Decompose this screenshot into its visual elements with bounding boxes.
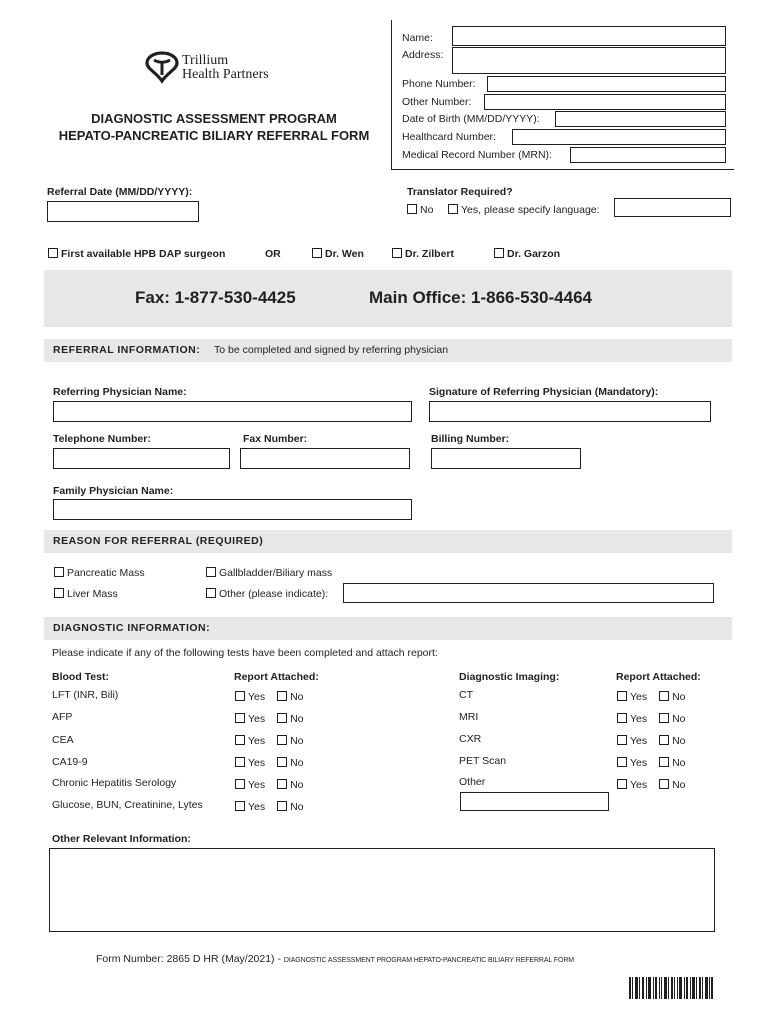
- patient-name-label: Name:: [402, 32, 433, 44]
- no-label: No: [290, 757, 304, 769]
- reason-liver-option[interactable]: [54, 588, 118, 600]
- translator-yes-label: Yes, please specify language:: [461, 204, 600, 216]
- surgeon-wen-option[interactable]: [312, 248, 364, 260]
- billing-field[interactable]: [431, 448, 581, 469]
- gallbladder-checkbox[interactable]: [206, 567, 216, 577]
- pancreatic-label: Pancreatic Mass: [67, 567, 145, 579]
- form-number: Form Number: 2865 D HR (May/2021) -: [96, 953, 281, 965]
- referral-info-title: REFERRAL INFORMATION:: [53, 344, 201, 356]
- first-available-label: First available HPB DAP surgeon: [61, 248, 226, 260]
- patient-address-label: Address:: [402, 49, 444, 61]
- reason-gallbladder-option[interactable]: [206, 567, 332, 579]
- yes-checkbox[interactable]: [617, 757, 627, 767]
- no-label: No: [290, 801, 304, 813]
- no-checkbox[interactable]: [659, 735, 669, 745]
- fax-number: Fax: 1-877-530-4425: [135, 288, 296, 307]
- logo-line-2: Health Partners: [182, 67, 269, 82]
- wen-label: Dr. Wen: [325, 248, 364, 260]
- no-checkbox[interactable]: [659, 779, 669, 789]
- patient-dob-label: Date of Birth (MM/DD/YYYY):: [402, 113, 540, 125]
- blood-test-name: LFT (INR, Bili): [52, 689, 119, 701]
- surgeon-garzon-option[interactable]: [494, 248, 560, 260]
- telephone-field[interactable]: [53, 448, 230, 469]
- imaging-test-name: PET Scan: [459, 755, 507, 767]
- blood-report-option-row: [235, 757, 304, 769]
- patient-address-field[interactable]: [452, 47, 726, 74]
- translator-no-label: No: [420, 204, 434, 216]
- yes-label: Yes: [630, 757, 648, 769]
- other-info-field[interactable]: [49, 848, 715, 932]
- translator-label: Translator Required?: [407, 186, 513, 198]
- blood-test-name: Glucose, BUN, Creatinine, Lytes: [52, 799, 203, 811]
- translator-yes-checkbox[interactable]: [448, 204, 458, 214]
- blood-report-option-row: [235, 713, 304, 725]
- yes-checkbox[interactable]: [235, 779, 245, 789]
- referral-info-note: To be completed and signed by referring physician: [214, 344, 449, 356]
- translator-no-option[interactable]: [407, 204, 433, 216]
- liver-checkbox[interactable]: [54, 588, 64, 598]
- patient-phone-field[interactable]: [487, 76, 726, 92]
- no-checkbox[interactable]: [277, 691, 287, 701]
- diagnostic-title: DIAGNOSTIC INFORMATION:: [53, 622, 211, 634]
- form-title-line-1: DIAGNOSTIC ASSESSMENT PROGRAM: [91, 111, 337, 126]
- translator-no-checkbox[interactable]: [407, 204, 417, 214]
- patient-healthcard-label: Healthcard Number:: [402, 131, 496, 143]
- gallbladder-label: Gallbladder/Biliary mass: [219, 567, 333, 579]
- yes-label: Yes: [248, 735, 266, 747]
- family-physician-label: Family Physician Name:: [53, 485, 174, 497]
- imaging-other-field[interactable]: [460, 792, 609, 811]
- no-checkbox[interactable]: [277, 779, 287, 789]
- yes-checkbox[interactable]: [617, 691, 627, 701]
- form-footer-title: DIAGNOSTIC ASSESSMENT PROGRAM HEPATO-PANCREATIC BILIARY REFERRAL FORM: [283, 957, 575, 964]
- form-footer: [96, 953, 574, 965]
- referral-date-label: Referral Date (MM/DD/YYYY):: [47, 186, 193, 198]
- garzon-label: Dr. Garzon: [507, 248, 561, 260]
- barcode: [629, 977, 713, 999]
- patient-phone-label: Phone Number:: [402, 78, 476, 90]
- yes-label: Yes: [630, 735, 648, 747]
- yes-checkbox[interactable]: [235, 801, 245, 811]
- yes-label: Yes: [630, 691, 648, 703]
- family-physician-field[interactable]: [53, 499, 412, 520]
- imaging-report-header: Report Attached:: [616, 671, 701, 683]
- telephone-label: Telephone Number:: [53, 433, 151, 445]
- yes-checkbox[interactable]: [235, 735, 245, 745]
- blood-report-option-row: [235, 735, 304, 747]
- yes-label: Yes: [248, 801, 266, 813]
- imaging-test-name: CT: [459, 689, 473, 701]
- no-label: No: [672, 713, 686, 725]
- logo: [144, 50, 304, 90]
- reason-pancreatic-option[interactable]: [54, 567, 145, 579]
- wen-checkbox[interactable]: [312, 248, 322, 258]
- imaging-report-option-row: [617, 779, 686, 791]
- imaging-report-option-row: [617, 713, 686, 725]
- diagnostic-instruction: Please indicate if any of the following tests have been completed and attach report:: [52, 647, 438, 659]
- blood-test-name: AFP: [52, 711, 73, 723]
- imaging-test-name: CXR: [459, 733, 482, 745]
- imaging-test-name: MRI: [459, 711, 479, 723]
- no-label: No: [290, 735, 304, 747]
- blood-report-option-row: [235, 779, 304, 791]
- pancreatic-checkbox[interactable]: [54, 567, 64, 577]
- fax-label: Fax Number:: [243, 433, 308, 445]
- signature-field[interactable]: [429, 401, 711, 422]
- patient-other-number-label: Other Number:: [402, 96, 472, 108]
- other-reason-checkbox[interactable]: [206, 588, 216, 598]
- yes-checkbox[interactable]: [235, 713, 245, 723]
- imaging-report-option-row: [617, 735, 686, 747]
- patient-name-field[interactable]: [452, 26, 726, 46]
- no-checkbox[interactable]: [277, 801, 287, 811]
- billing-label: Billing Number:: [431, 433, 510, 445]
- yes-label: Yes: [248, 713, 266, 725]
- barcode-icon: [629, 977, 713, 999]
- no-label: No: [290, 691, 304, 703]
- patient-other-number-field[interactable]: [484, 94, 726, 110]
- no-checkbox[interactable]: [659, 713, 669, 723]
- signature-label: Signature of Referring Physician (Mandatory):: [429, 386, 659, 398]
- patient-dob-field[interactable]: [555, 111, 726, 127]
- reason-header: [44, 530, 732, 553]
- physician-name-field[interactable]: [53, 401, 412, 422]
- diagnostic-header: [44, 617, 732, 640]
- no-label: No: [672, 779, 686, 791]
- blood-report-header: Report Attached:: [234, 671, 319, 683]
- patient-healthcard-field[interactable]: [512, 129, 726, 145]
- logo-line-1: Trillium: [182, 53, 229, 68]
- reason-other-option[interactable]: [206, 588, 328, 600]
- main-office-number: Main Office: 1-866-530-4464: [369, 288, 592, 307]
- no-checkbox[interactable]: [277, 735, 287, 745]
- yes-label: Yes: [630, 779, 648, 791]
- yes-checkbox[interactable]: [235, 757, 245, 767]
- yes-checkbox[interactable]: [617, 735, 627, 745]
- no-label: No: [672, 757, 686, 769]
- fax-field[interactable]: [240, 448, 410, 469]
- referral-info-header: [44, 339, 732, 362]
- imaging-report-option-row: [617, 691, 686, 703]
- blood-test-name: CA19-9: [52, 756, 88, 768]
- patient-mrn-label: Medical Record Number (MRN):: [402, 149, 552, 161]
- first-available-checkbox[interactable]: [48, 248, 58, 258]
- yes-label: Yes: [248, 779, 266, 791]
- zilbert-label: Dr. Zilbert: [405, 248, 455, 260]
- yes-checkbox[interactable]: [617, 779, 627, 789]
- liver-label: Liver Mass: [67, 588, 118, 600]
- no-label: No: [672, 691, 686, 703]
- patient-mrn-field[interactable]: [570, 147, 726, 163]
- no-label: No: [672, 735, 686, 747]
- blood-report-option-row: [235, 691, 304, 703]
- garzon-checkbox[interactable]: [494, 248, 504, 258]
- no-checkbox[interactable]: [277, 713, 287, 723]
- yes-label: Yes: [630, 713, 648, 725]
- yes-label: Yes: [248, 691, 266, 703]
- imaging-header: Diagnostic Imaging:: [459, 671, 560, 683]
- translator-yes-option[interactable]: [448, 204, 600, 216]
- surgeon-or-label: OR: [265, 248, 281, 260]
- blood-test-name: Chronic Hepatitis Serology: [52, 777, 177, 789]
- form-title-line-2: HEPATO-PANCREATIC BILIARY REFERRAL FORM: [58, 128, 370, 143]
- blood-report-option-row: [235, 801, 304, 813]
- no-checkbox[interactable]: [277, 757, 287, 767]
- imaging-test-name: Other: [459, 776, 486, 788]
- referral-date-field[interactable]: [47, 201, 199, 222]
- blood-test-name: CEA: [52, 734, 74, 746]
- other-info-label: Other Relevant Information:: [52, 833, 191, 845]
- physician-name-label: Referring Physician Name:: [53, 386, 187, 398]
- other-reason-label: Other (please indicate):: [219, 588, 329, 600]
- surgeon-first-available-option[interactable]: [48, 248, 225, 260]
- imaging-report-option-row: [617, 757, 686, 769]
- zilbert-checkbox[interactable]: [392, 248, 402, 258]
- yes-checkbox[interactable]: [235, 691, 245, 701]
- reason-title: REASON FOR REFERRAL (REQUIRED): [53, 535, 264, 547]
- no-checkbox[interactable]: [659, 691, 669, 701]
- translator-language-field[interactable]: [614, 198, 731, 217]
- blood-test-header: Blood Test:: [52, 671, 109, 683]
- surgeon-zilbert-option[interactable]: [392, 248, 454, 260]
- no-checkbox[interactable]: [659, 757, 669, 767]
- no-label: No: [290, 713, 304, 725]
- trillium-logo-icon: [144, 50, 180, 84]
- other-reason-field[interactable]: [343, 583, 714, 603]
- yes-checkbox[interactable]: [617, 713, 627, 723]
- yes-label: Yes: [248, 757, 266, 769]
- form-title: [44, 110, 384, 144]
- no-label: No: [290, 779, 304, 791]
